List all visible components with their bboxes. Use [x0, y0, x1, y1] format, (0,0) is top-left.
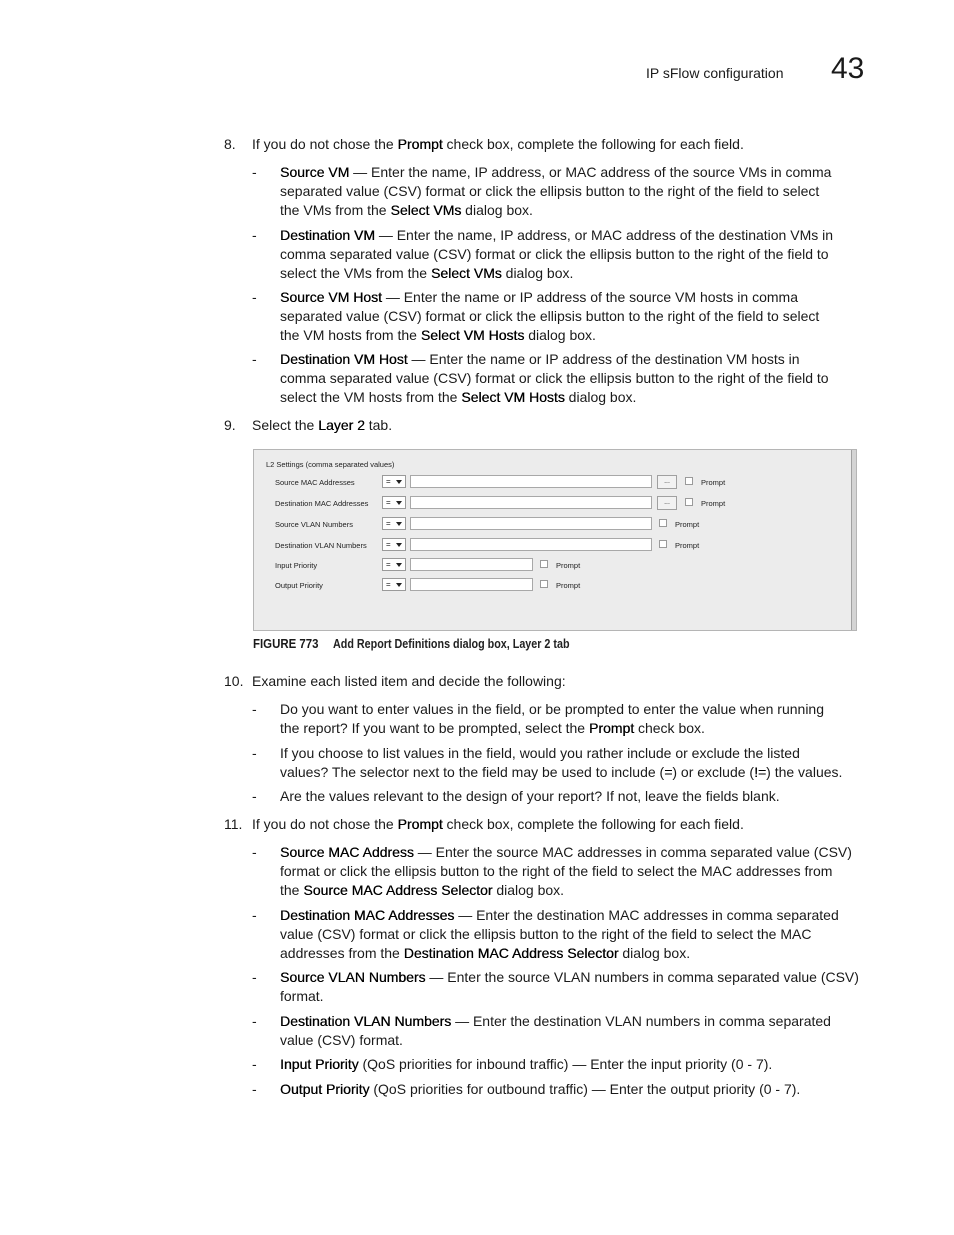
output-priority-input[interactable]: [410, 578, 533, 591]
figure-caption-text: Add Report Definitions dialog box, Layer 2 tab: [333, 637, 570, 651]
chevron-down-icon: [396, 522, 402, 526]
row-source-vlan: Source VLAN Numbers = Prompt: [275, 519, 700, 529]
operator-select[interactable]: =: [382, 578, 406, 591]
operator-select[interactable]: =: [382, 558, 406, 571]
chevron-down-icon: [396, 543, 402, 547]
row-output-priority: Output Priority = Prompt: [275, 580, 581, 590]
chevron-down-icon: [396, 583, 402, 587]
chapter-number: 43: [831, 52, 865, 85]
destination-mac-input[interactable]: [410, 496, 652, 509]
row-destination-mac: Destination MAC Addresses = ... Prompt: [275, 498, 726, 508]
row-input-priority: Input Priority = Prompt: [275, 560, 581, 570]
prompt-checkbox[interactable]: [685, 498, 693, 506]
ellipsis-button[interactable]: ...: [657, 475, 677, 489]
operator-select[interactable]: =: [382, 538, 406, 551]
prompt-checkbox[interactable]: [659, 540, 667, 548]
figure-caption: [253, 636, 608, 651]
operator-select[interactable]: =: [382, 475, 406, 488]
destination-vlan-input[interactable]: [410, 538, 652, 551]
source-mac-input[interactable]: [410, 475, 652, 488]
row-destination-vlan: Destination VLAN Numbers = Prompt: [275, 540, 700, 550]
prompt-checkbox[interactable]: [540, 560, 548, 568]
input-priority-input[interactable]: [410, 558, 533, 571]
step-text: If you do not chose the Prompt check box, complete the following for each field.: [252, 136, 744, 152]
l2-settings-dialog: [253, 449, 857, 631]
chevron-down-icon: [396, 480, 402, 484]
step-number: 8.: [224, 136, 236, 152]
prompt-checkbox[interactable]: [540, 580, 548, 588]
prompt-checkbox[interactable]: [685, 477, 693, 485]
chevron-down-icon: [396, 563, 402, 567]
prompt-checkbox[interactable]: [659, 519, 667, 527]
operator-select[interactable]: =: [382, 517, 406, 530]
chevron-down-icon: [396, 501, 402, 505]
row-source-mac: Source MAC Addresses = ... Prompt: [275, 477, 726, 487]
source-vlan-input[interactable]: [410, 517, 652, 530]
running-header-title: IP sFlow configuration: [646, 65, 784, 81]
group-label: L2 Settings (comma separated values): [266, 460, 395, 469]
operator-select[interactable]: =: [382, 496, 406, 509]
ellipsis-button[interactable]: ...: [657, 496, 677, 510]
figure-label: FIGURE 773: [253, 636, 319, 651]
